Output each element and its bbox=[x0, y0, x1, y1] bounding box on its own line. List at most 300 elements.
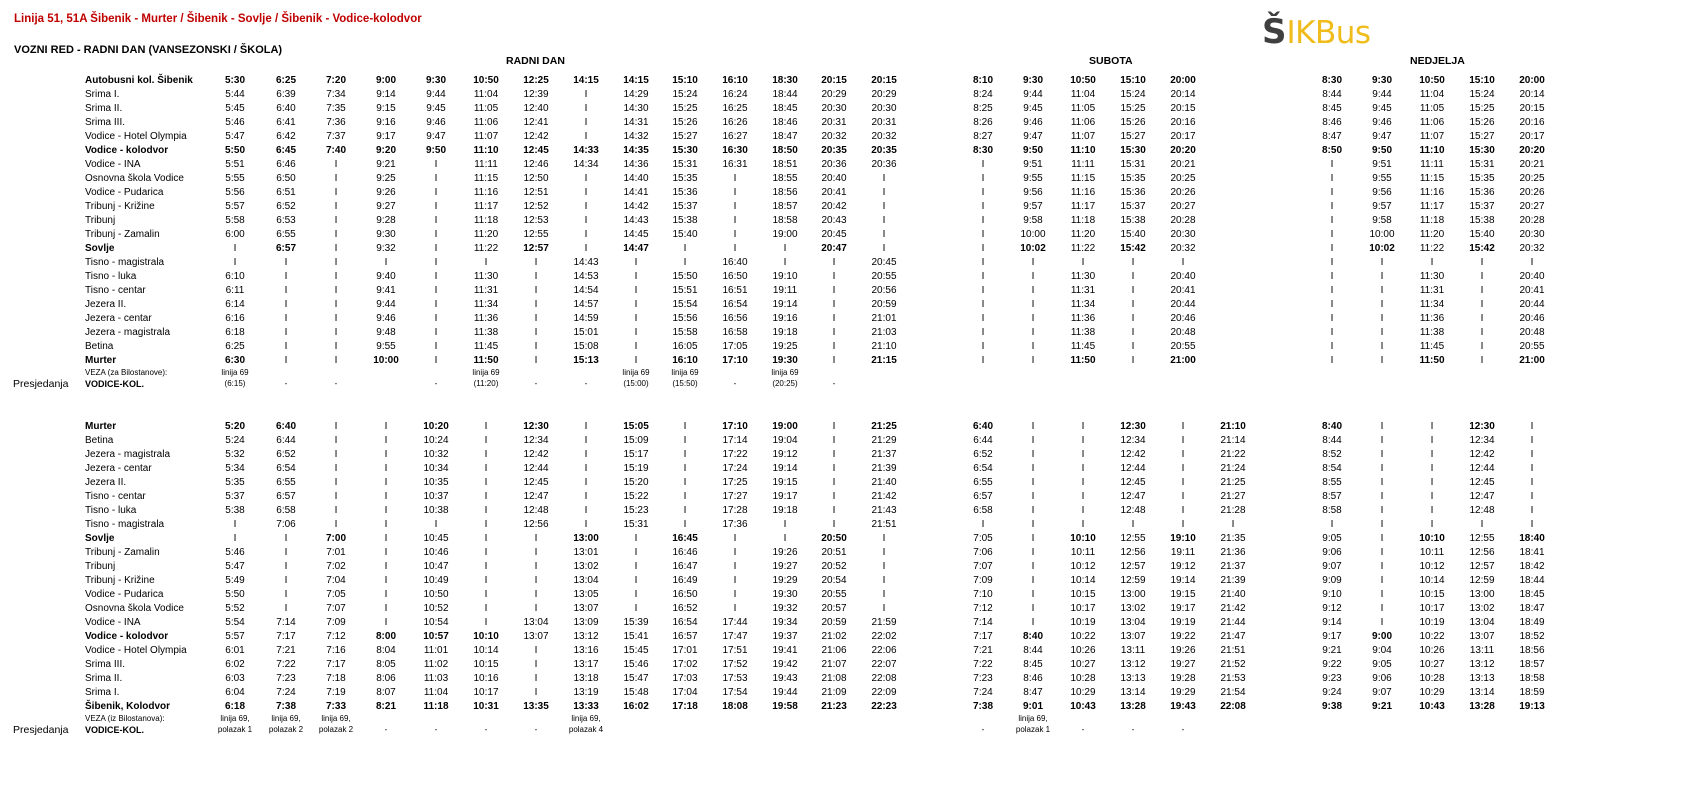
time-cell: 13:11 bbox=[1120, 645, 1146, 656]
time-cell: 6:41 bbox=[276, 117, 296, 128]
time-cell: I bbox=[1380, 463, 1384, 474]
time-cell: 7:33 bbox=[325, 701, 346, 712]
time-cell: I bbox=[534, 547, 538, 558]
time-cell: 6:55 bbox=[276, 229, 296, 240]
time-cell: 9:40 bbox=[376, 271, 396, 282]
time-cell: I bbox=[832, 449, 836, 460]
time-cell: 16:05 bbox=[672, 341, 698, 352]
time-cell: I bbox=[1081, 449, 1085, 460]
time-cell: 10:17 bbox=[1419, 603, 1445, 614]
time-cell: 7:18 bbox=[326, 673, 346, 684]
time-cell: 10:32 bbox=[423, 449, 449, 460]
time-cell: 13:00 bbox=[1120, 589, 1146, 600]
time-cell: I bbox=[634, 313, 638, 324]
time-cell: 16:10 bbox=[722, 75, 748, 86]
time-cell: 21:42 bbox=[1220, 603, 1246, 614]
time-cell: I bbox=[334, 327, 338, 338]
time-cell: 20:48 bbox=[1170, 327, 1196, 338]
time-cell: 9:05 bbox=[1372, 659, 1392, 670]
time-cell: 7:37 bbox=[326, 131, 346, 142]
time-cell: 7:12 bbox=[326, 631, 346, 642]
time-cell: 7:12 bbox=[973, 603, 993, 614]
time-cell: 20:59 bbox=[871, 299, 897, 310]
connection-line: linija 69 bbox=[771, 368, 799, 377]
time-cell: I bbox=[1181, 519, 1185, 530]
time-cell: I bbox=[334, 313, 338, 324]
time-cell: 11:04 bbox=[473, 89, 499, 100]
time-cell: I bbox=[484, 617, 488, 628]
time-cell: I bbox=[434, 201, 438, 212]
time-cell: I bbox=[1430, 463, 1434, 474]
time-cell: I bbox=[434, 313, 438, 324]
time-cell: 20:35 bbox=[871, 145, 897, 156]
connection-time: - bbox=[981, 725, 985, 734]
time-cell: 7:07 bbox=[326, 603, 346, 614]
time-cell: 6:25 bbox=[225, 341, 245, 352]
time-cell: 19:10 bbox=[772, 271, 798, 282]
connection-time: (20:25) bbox=[772, 379, 798, 388]
time-cell: 9:27 bbox=[376, 201, 396, 212]
time-cell: I bbox=[1031, 477, 1035, 488]
time-cell: 19:43 bbox=[1170, 701, 1196, 712]
time-cell: 20:32 bbox=[1170, 243, 1196, 254]
time-cell: 8:47 bbox=[1322, 131, 1342, 142]
time-cell: 20:26 bbox=[1519, 187, 1545, 198]
connection-stop: VODICE-KOL. bbox=[85, 725, 145, 735]
time-cell: I bbox=[634, 575, 638, 586]
time-cell: I bbox=[882, 243, 886, 254]
time-cell: I bbox=[1181, 491, 1185, 502]
time-cell: 6:30 bbox=[224, 355, 245, 366]
time-cell: 21:23 bbox=[821, 701, 847, 712]
time-cell: 20:41 bbox=[1519, 285, 1545, 296]
time-cell: I bbox=[981, 327, 985, 338]
time-cell: I bbox=[1480, 257, 1484, 268]
time-cell: I bbox=[733, 561, 737, 572]
time-cell: I bbox=[634, 257, 638, 268]
time-cell: 10:15 bbox=[1419, 589, 1445, 600]
time-cell: I bbox=[733, 603, 737, 614]
time-cell: I bbox=[832, 505, 836, 516]
time-cell: 19:37 bbox=[772, 631, 798, 642]
time-cell: 6:03 bbox=[225, 673, 245, 684]
time-cell: 5:50 bbox=[225, 589, 245, 600]
page-title: Linija 51, 51A Šibenik - Murter / Šibenik - Sovlje / Šibenik - Vodice-kolodvor bbox=[14, 13, 422, 25]
time-cell: 20:41 bbox=[821, 187, 847, 198]
time-cell: 15:38 bbox=[1469, 215, 1495, 226]
time-cell: I bbox=[634, 341, 638, 352]
time-cell: 20:45 bbox=[871, 257, 897, 268]
time-cell: I bbox=[1480, 341, 1484, 352]
time-cell: 9:00 bbox=[1371, 631, 1392, 642]
time-cell: 11:15 bbox=[473, 173, 499, 184]
time-cell: 20:55 bbox=[1170, 341, 1196, 352]
time-cell: 11:15 bbox=[1070, 173, 1096, 184]
time-cell: 8:58 bbox=[1322, 505, 1342, 516]
time-cell: 11:11 bbox=[1071, 159, 1095, 170]
time-cell: 15:10 bbox=[1120, 75, 1146, 86]
time-cell: I bbox=[434, 299, 438, 310]
time-cell: 18:55 bbox=[772, 173, 798, 184]
time-cell: 7:19 bbox=[326, 687, 346, 698]
time-cell: 12:50 bbox=[523, 173, 549, 184]
time-cell: 15:19 bbox=[623, 463, 649, 474]
time-cell: 17:04 bbox=[672, 687, 698, 698]
time-cell: 18:40 bbox=[1519, 533, 1545, 544]
time-cell: 16:54 bbox=[722, 299, 748, 310]
time-cell: 13:05 bbox=[573, 589, 599, 600]
time-cell: 9:17 bbox=[376, 131, 396, 142]
time-cell: 17:01 bbox=[672, 645, 698, 656]
time-cell: 15:46 bbox=[623, 659, 649, 670]
time-cell: I bbox=[1430, 435, 1434, 446]
time-cell: 11:05 bbox=[1070, 103, 1096, 114]
time-cell: 15:09 bbox=[623, 435, 649, 446]
time-cell: 6:45 bbox=[275, 145, 296, 156]
section-radni-dan: RADNI DAN bbox=[506, 55, 565, 67]
time-cell: 15:41 bbox=[623, 631, 649, 642]
time-cell: 21:22 bbox=[1220, 449, 1246, 460]
time-cell: 13:35 bbox=[523, 701, 549, 712]
time-cell: 6:54 bbox=[973, 463, 993, 474]
time-cell: I bbox=[384, 547, 388, 558]
time-cell: 7:06 bbox=[276, 519, 296, 530]
stop-name: Vodice - Hotel Olympia bbox=[85, 645, 187, 656]
time-cell: 14:45 bbox=[623, 229, 649, 240]
time-cell: 9:51 bbox=[1372, 159, 1392, 170]
time-cell: 20:59 bbox=[821, 617, 847, 628]
time-cell: 10:02 bbox=[1369, 243, 1395, 254]
stop-name: Jezera - centar bbox=[85, 463, 152, 474]
time-cell: I bbox=[534, 285, 538, 296]
time-cell: 13:13 bbox=[1120, 673, 1146, 684]
time-cell: I bbox=[334, 449, 338, 460]
time-cell: I bbox=[1330, 201, 1334, 212]
time-cell: 15:27 bbox=[672, 131, 698, 142]
time-cell: 9:21 bbox=[1322, 645, 1342, 656]
connection-time: polazak 1 bbox=[1015, 725, 1051, 734]
time-cell: 20:50 bbox=[821, 533, 847, 544]
time-cell: I bbox=[334, 299, 338, 310]
time-cell: 22:06 bbox=[871, 645, 897, 656]
time-cell: 15:47 bbox=[623, 673, 649, 684]
stop-name: Vodice - kolodvor bbox=[85, 631, 169, 642]
connection-time: - bbox=[534, 379, 538, 388]
time-cell: I bbox=[683, 257, 687, 268]
time-cell: 17:25 bbox=[722, 477, 748, 488]
time-cell: 15:45 bbox=[623, 645, 649, 656]
time-cell: 16:47 bbox=[672, 561, 698, 572]
time-cell: 20:40 bbox=[1170, 271, 1196, 282]
time-cell: I bbox=[334, 355, 338, 366]
time-cell: 14:57 bbox=[573, 299, 599, 310]
time-cell: I bbox=[334, 173, 338, 184]
time-cell: I bbox=[1131, 313, 1135, 324]
time-cell: I bbox=[783, 519, 787, 530]
time-cell: I bbox=[1430, 505, 1434, 516]
connection-time: polazak 4 bbox=[568, 725, 604, 734]
page-subtitle: VOZNI RED - RADNI DAN (VANSEZONSKI / ŠKOLA) bbox=[14, 44, 283, 56]
time-cell: I bbox=[1031, 603, 1035, 614]
time-cell: 11:16 bbox=[473, 187, 499, 198]
time-cell: I bbox=[284, 271, 288, 282]
time-cell: 18:41 bbox=[1519, 547, 1545, 558]
time-cell: 21:43 bbox=[871, 505, 897, 516]
time-cell: 12:42 bbox=[523, 131, 549, 142]
time-cell: 6:01 bbox=[225, 645, 245, 656]
time-cell: 20:21 bbox=[1519, 159, 1545, 170]
time-cell: 8:55 bbox=[1322, 477, 1342, 488]
time-cell: 11:45 bbox=[1070, 341, 1096, 352]
stop-name: Jezera - magistrala bbox=[85, 327, 171, 338]
time-cell: 12:45 bbox=[523, 477, 549, 488]
time-cell: 5:30 bbox=[224, 75, 245, 86]
time-cell: I bbox=[1480, 299, 1484, 310]
time-cell: 11:34 bbox=[473, 299, 499, 310]
stop-name: Tribunj - Zamalin bbox=[85, 229, 160, 240]
time-cell: 18:57 bbox=[772, 201, 798, 212]
time-cell: 15:37 bbox=[672, 201, 698, 212]
time-cell: I bbox=[683, 505, 687, 516]
time-cell: 10:17 bbox=[1070, 603, 1096, 614]
time-cell: 11:03 bbox=[423, 673, 449, 684]
time-cell: 19:19 bbox=[1170, 617, 1196, 628]
time-cell: I bbox=[981, 201, 985, 212]
time-cell: I bbox=[1181, 463, 1185, 474]
time-cell: I bbox=[1081, 257, 1085, 268]
time-cell: 16:54 bbox=[672, 617, 698, 628]
time-cell: 9:44 bbox=[376, 299, 396, 310]
time-cell: 20:44 bbox=[1170, 299, 1196, 310]
time-cell: I bbox=[434, 229, 438, 240]
time-cell: 13:33 bbox=[573, 701, 599, 712]
time-cell: I bbox=[634, 589, 638, 600]
time-cell: 9:38 bbox=[1321, 701, 1342, 712]
time-cell: I bbox=[832, 327, 836, 338]
time-cell: I bbox=[1530, 421, 1534, 432]
time-cell: I bbox=[882, 215, 886, 226]
time-cell: 15:30 bbox=[1120, 145, 1146, 156]
time-cell: 17:47 bbox=[722, 631, 748, 642]
time-cell: 15:35 bbox=[1469, 173, 1495, 184]
time-cell: 15:31 bbox=[1469, 159, 1495, 170]
time-cell: 9:23 bbox=[1322, 673, 1342, 684]
time-cell: 7:07 bbox=[973, 561, 993, 572]
time-cell: I bbox=[634, 603, 638, 614]
time-cell: I bbox=[1031, 313, 1035, 324]
stop-name: Tribunj bbox=[85, 561, 116, 572]
time-cell: 5:46 bbox=[225, 117, 245, 128]
time-cell: 12:55 bbox=[1120, 533, 1146, 544]
time-cell: 9:44 bbox=[1372, 89, 1392, 100]
time-cell: 10:50 bbox=[1419, 75, 1445, 86]
time-cell: 9:14 bbox=[1322, 617, 1342, 628]
time-cell: I bbox=[1380, 341, 1384, 352]
time-cell: 10:22 bbox=[1070, 631, 1096, 642]
time-cell: 17:36 bbox=[722, 519, 748, 530]
time-cell: I bbox=[683, 463, 687, 474]
time-cell: 12:42 bbox=[1120, 449, 1146, 460]
time-cell: I bbox=[584, 173, 588, 184]
time-cell: 20:17 bbox=[1170, 131, 1196, 142]
time-cell: 20:45 bbox=[821, 229, 847, 240]
time-cell: I bbox=[683, 519, 687, 530]
time-cell: I bbox=[1380, 477, 1384, 488]
time-cell: I bbox=[1530, 435, 1534, 446]
time-cell: 15:36 bbox=[1120, 187, 1146, 198]
time-cell: 9:30 bbox=[1371, 75, 1392, 86]
time-cell: 9:45 bbox=[426, 103, 446, 114]
time-cell: 11:30 bbox=[1419, 271, 1445, 282]
time-cell: 12:44 bbox=[523, 463, 549, 474]
time-cell: 21:39 bbox=[1220, 575, 1246, 586]
time-cell: 10:54 bbox=[423, 617, 449, 628]
time-cell: 13:13 bbox=[1469, 673, 1495, 684]
time-cell: I bbox=[384, 505, 388, 516]
time-cell: I bbox=[832, 519, 836, 530]
time-cell: 13:07 bbox=[1120, 631, 1146, 642]
time-cell: 15:01 bbox=[573, 327, 599, 338]
time-cell: 10:50 bbox=[1070, 75, 1096, 86]
time-cell: 13:01 bbox=[573, 547, 599, 558]
time-cell: 12:44 bbox=[1120, 463, 1146, 474]
time-cell: I bbox=[484, 603, 488, 614]
time-cell: 21:25 bbox=[1220, 477, 1246, 488]
time-cell: 21:40 bbox=[871, 477, 897, 488]
time-cell: 12:55 bbox=[1469, 533, 1495, 544]
time-cell: 9:48 bbox=[376, 327, 396, 338]
time-cell: 18:47 bbox=[1519, 603, 1545, 614]
time-cell: 15:27 bbox=[1120, 131, 1146, 142]
time-cell: 9:24 bbox=[1322, 687, 1342, 698]
time-cell: I bbox=[832, 313, 836, 324]
time-cell: 18:58 bbox=[1519, 673, 1545, 684]
time-cell: 21:02 bbox=[821, 631, 847, 642]
time-cell: 11:22 bbox=[1419, 243, 1445, 254]
time-cell: 21:42 bbox=[871, 491, 897, 502]
time-cell: I bbox=[1131, 341, 1135, 352]
time-cell: 11:31 bbox=[1070, 285, 1096, 296]
time-cell: 9:45 bbox=[1372, 103, 1392, 114]
time-cell: I bbox=[683, 243, 687, 254]
time-cell: 20:21 bbox=[1170, 159, 1196, 170]
time-cell: I bbox=[1131, 285, 1135, 296]
time-cell: 12:47 bbox=[1469, 491, 1495, 502]
time-cell: I bbox=[1031, 327, 1035, 338]
time-cell: 19:30 bbox=[772, 589, 798, 600]
time-cell: 17:53 bbox=[722, 673, 748, 684]
time-cell: 9:46 bbox=[426, 117, 446, 128]
time-cell: 15:56 bbox=[672, 313, 698, 324]
time-cell: 21:51 bbox=[1220, 645, 1246, 656]
time-cell: I bbox=[584, 215, 588, 226]
time-cell: I bbox=[233, 243, 237, 254]
stop-name: Srima I. bbox=[85, 687, 120, 698]
time-cell: 17:44 bbox=[722, 617, 748, 628]
time-cell: I bbox=[832, 355, 836, 366]
time-cell: 20:40 bbox=[821, 173, 847, 184]
time-cell: 11:31 bbox=[1419, 285, 1445, 296]
stop-name: Srima I. bbox=[85, 89, 120, 100]
time-cell: 20:30 bbox=[871, 103, 897, 114]
stop-name: Murter bbox=[85, 421, 117, 432]
time-cell: 9:04 bbox=[1372, 645, 1392, 656]
time-cell: I bbox=[1081, 491, 1085, 502]
time-cell: 10:57 bbox=[423, 631, 449, 642]
time-cell: 5:57 bbox=[225, 201, 245, 212]
time-cell: I bbox=[683, 491, 687, 502]
time-cell: 9:22 bbox=[1322, 659, 1342, 670]
time-cell: 11:06 bbox=[473, 117, 499, 128]
stop-name: Vodice - Pudarica bbox=[85, 187, 164, 198]
time-cell: 18:58 bbox=[772, 215, 798, 226]
time-cell: 10:10 bbox=[1070, 533, 1096, 544]
time-cell: 17:10 bbox=[722, 355, 748, 366]
time-cell: 9:07 bbox=[1322, 561, 1342, 572]
time-cell: I bbox=[434, 187, 438, 198]
time-cell: 14:40 bbox=[623, 173, 649, 184]
time-cell: 19:43 bbox=[772, 673, 798, 684]
time-cell: 7:04 bbox=[326, 575, 346, 586]
time-cell: 10:16 bbox=[473, 673, 499, 684]
time-cell: 16:52 bbox=[672, 603, 698, 614]
time-cell: I bbox=[634, 327, 638, 338]
time-cell: 7:14 bbox=[973, 617, 993, 628]
time-cell: 19:32 bbox=[772, 603, 798, 614]
time-cell: 13:02 bbox=[573, 561, 599, 572]
time-cell: 9:01 bbox=[1022, 701, 1043, 712]
time-cell: 12:46 bbox=[523, 159, 549, 170]
time-cell: I bbox=[882, 173, 886, 184]
time-cell: 19:27 bbox=[772, 561, 798, 572]
time-cell: 18:42 bbox=[1519, 561, 1545, 572]
time-cell: 10:14 bbox=[1070, 575, 1096, 586]
time-cell: I bbox=[783, 257, 787, 268]
time-cell: I bbox=[1231, 519, 1235, 530]
time-cell: 20:55 bbox=[1519, 341, 1545, 352]
time-cell: 12:34 bbox=[523, 435, 549, 446]
time-cell: I bbox=[832, 477, 836, 488]
time-cell: 11:11 bbox=[1420, 159, 1444, 170]
time-cell: I bbox=[484, 421, 488, 432]
time-cell: I bbox=[733, 229, 737, 240]
time-cell: 15:08 bbox=[573, 341, 599, 352]
time-cell: 5:34 bbox=[225, 463, 245, 474]
time-cell: 10:45 bbox=[423, 533, 449, 544]
time-cell: I bbox=[384, 589, 388, 600]
time-cell: I bbox=[1430, 449, 1434, 460]
time-cell: 7:36 bbox=[326, 117, 346, 128]
time-cell: 14:36 bbox=[623, 159, 649, 170]
stop-name: Jezera II. bbox=[85, 477, 127, 488]
time-cell: 15:38 bbox=[1120, 215, 1146, 226]
time-cell: 11:10 bbox=[1070, 145, 1096, 156]
time-cell: I bbox=[284, 313, 288, 324]
time-cell: 9:05 bbox=[1322, 533, 1342, 544]
time-cell: 21:59 bbox=[871, 617, 897, 628]
time-cell: I bbox=[634, 533, 638, 544]
time-cell: 20:00 bbox=[1170, 75, 1196, 86]
time-cell: 12:48 bbox=[523, 505, 549, 516]
time-cell: 5:47 bbox=[225, 131, 245, 142]
time-cell: I bbox=[882, 187, 886, 198]
time-cell: 6:52 bbox=[973, 449, 993, 460]
time-cell: 9:55 bbox=[376, 341, 396, 352]
time-cell: 5:55 bbox=[225, 173, 245, 184]
time-cell: 14:33 bbox=[573, 145, 599, 156]
time-cell: I bbox=[981, 215, 985, 226]
time-cell: I bbox=[534, 327, 538, 338]
